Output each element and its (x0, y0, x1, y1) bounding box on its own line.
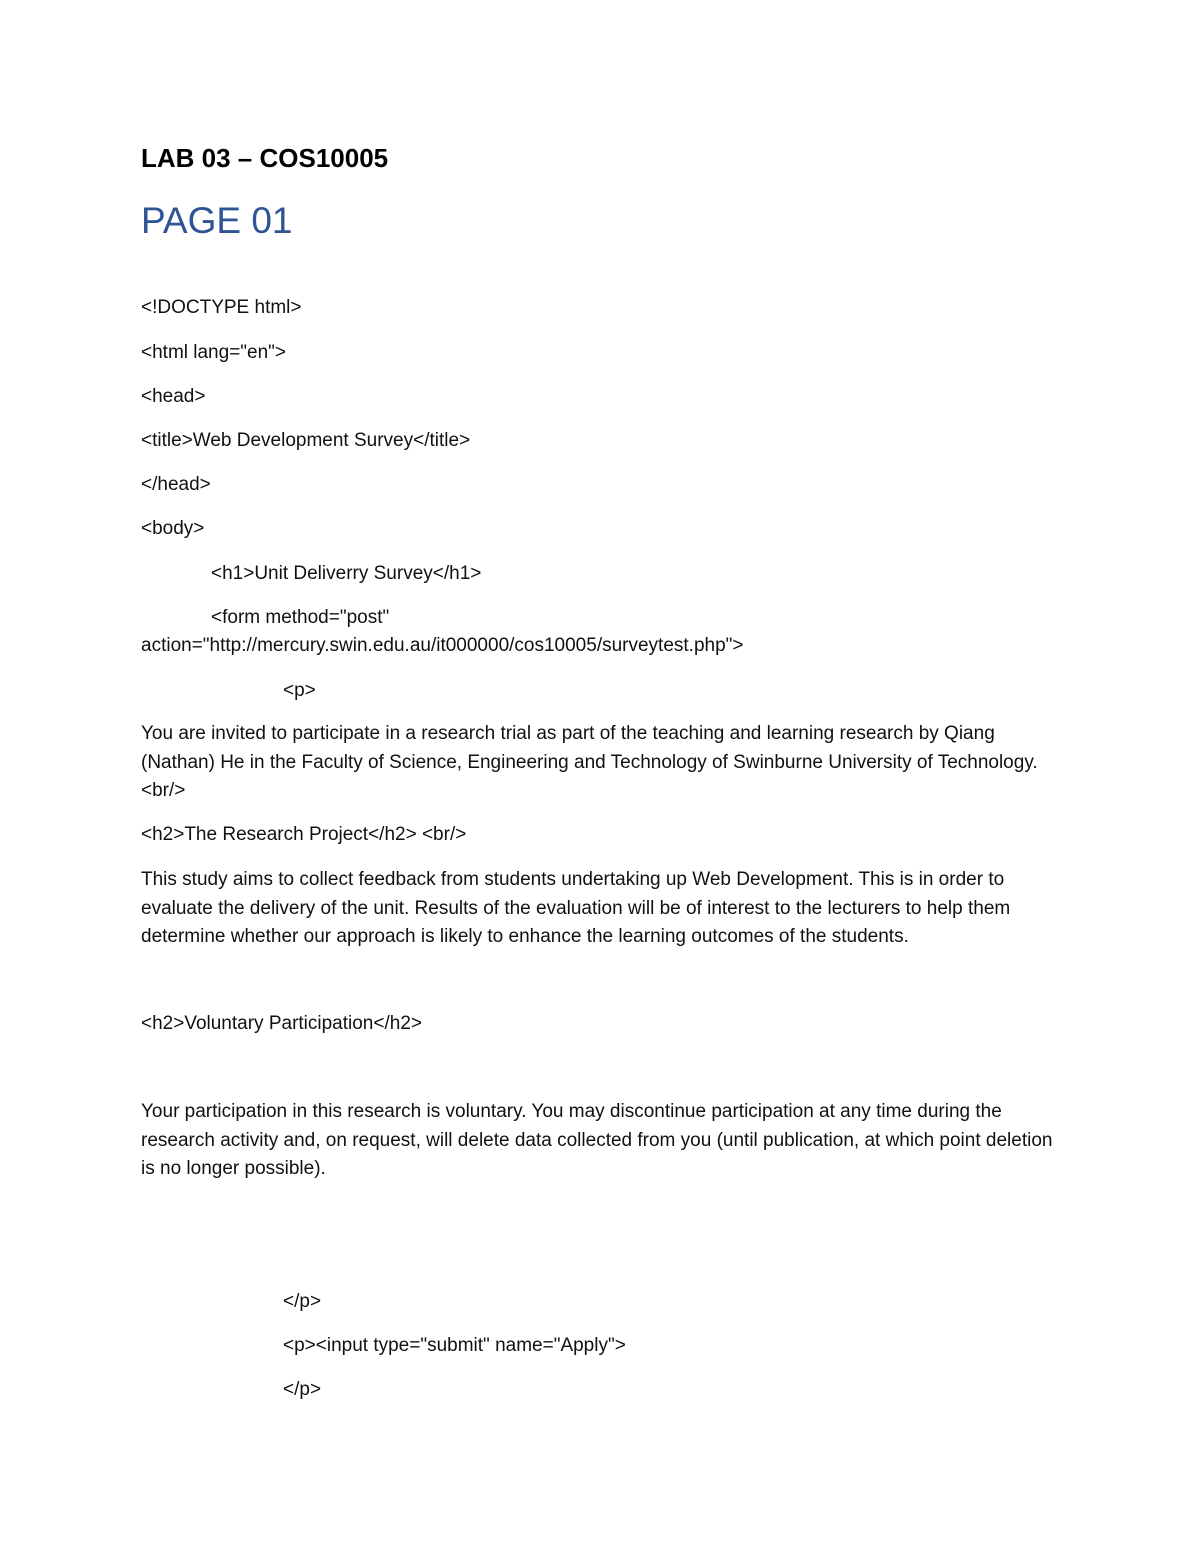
code-line-p-close-2: </p> (283, 1379, 322, 1400)
code-line-doctype: <!DOCTYPE html> (141, 297, 302, 318)
code-line-form-action: action="http://mercury.swin.edu.au/it000000/cos10005/surveytest.php"> (141, 635, 744, 656)
intro-paragraph: You are invited to participate in a research trial as part of the teaching and learning research by Qiang (Nathan) He in the Faculty of Science, Engineering and Technology of Swinburne University of Technology. <br/> (141, 723, 1038, 801)
document-title: LAB 03 – COS10005 (141, 143, 389, 173)
code-line-h2-research: <h2>The Research Project</h2> <br/> (141, 824, 467, 845)
code-line-p-close: </p> (283, 1291, 322, 1312)
voluntary-paragraph: Your participation in this research is voluntary. You may discontinue participation at any time during the research activity and, on request, will delete data collected from you (until publication, at which point deletion is no longer possible). (141, 1101, 1053, 1179)
code-line-p-open: <p> (283, 680, 316, 701)
code-line-title: <title>Web Development Survey</title> (141, 430, 471, 451)
code-line-submit: <p><input type="submit" name="Apply"> (283, 1335, 626, 1356)
code-line-h2-voluntary: <h2>Voluntary Participation</h2> (141, 1013, 422, 1034)
code-line-head-open: <head> (141, 386, 206, 407)
code-line-h1: <h1>Unit Deliverry Survey</h1> (211, 563, 482, 584)
code-line-form-open: <form method="post" (211, 607, 390, 628)
code-line-body-open: <body> (141, 518, 205, 539)
code-line-head-close: </head> (141, 474, 211, 495)
code-line-html-open: <html lang="en"> (141, 342, 287, 363)
page-heading: PAGE 01 (141, 200, 293, 241)
study-paragraph: This study aims to collect feedback from students undertaking up Web Development. This is in order to evaluate the delivery of the unit. Results of the evaluation will be of interest to the lecturers to help them determine whether our approach is likely to enhance the learning outcomes of the students. (141, 869, 1011, 947)
